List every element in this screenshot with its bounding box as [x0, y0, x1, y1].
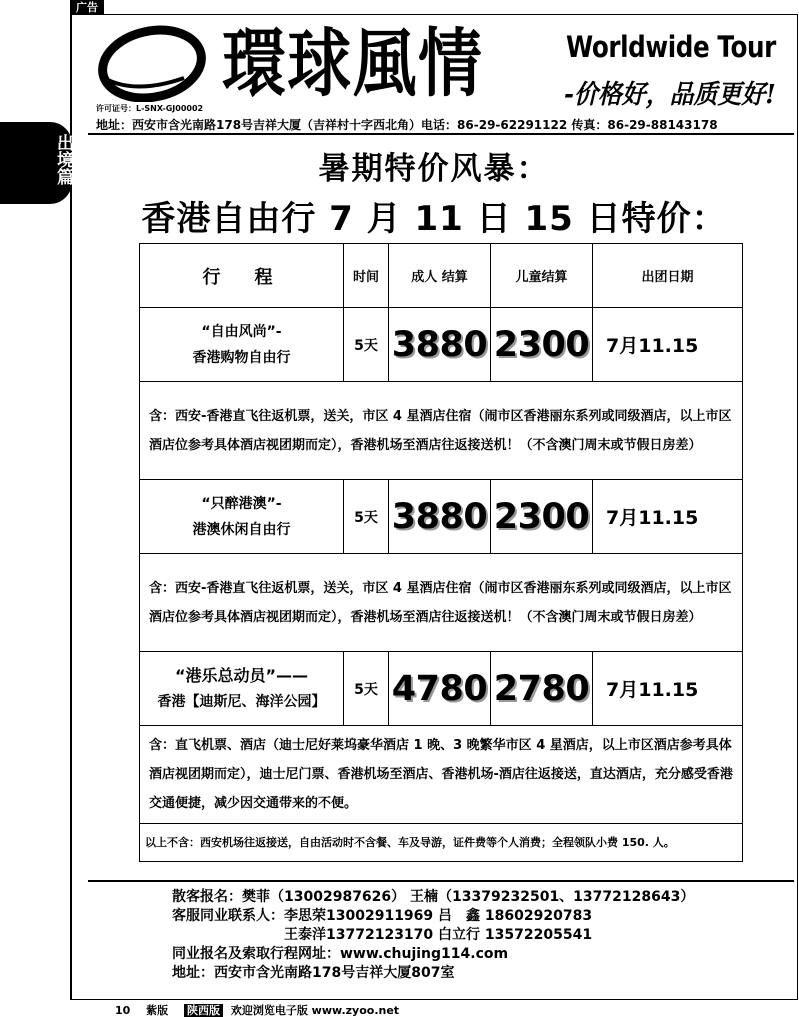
excludes-row: [140, 824, 743, 862]
divider: [88, 880, 794, 882]
paper-name-badge: 陕西版: [184, 1004, 223, 1017]
tour-includes: 含：直飞机票、酒店（迪士尼好莱坞豪华酒店 1 晚、3 晚繁华市区 4 星酒店，以上市区酒店参考具体酒店视团期而定），迪士尼门票、香港机场至酒店、香港机场-酒店往返接送，直达酒店，充分感受香港交通便捷，减少因交通带来的不便。: [140, 726, 743, 824]
tour-name: [140, 652, 344, 726]
ad-tag: 广告: [70, 0, 104, 15]
price-table: [139, 243, 743, 862]
page-footer: [115, 1002, 411, 1017]
header-route: 行 程: [140, 244, 344, 308]
page-number: 10: [115, 1004, 131, 1017]
tour-row: [140, 308, 743, 382]
tour-child-price: 2300: [491, 480, 593, 554]
tour-row: [140, 652, 743, 726]
tour-duration: 5天: [344, 652, 389, 726]
divider: [88, 133, 794, 135]
brand-name-cn: 環球風情: [222, 21, 484, 107]
footer-tagline[interactable]: 欢迎浏览电子版 www.zyoo.net: [230, 1004, 400, 1017]
tour-name-line1: “港乐总动员”——: [174, 665, 309, 685]
contact-address: 地址：西安市含光南路178号吉祥大厦807室: [172, 965, 455, 981]
tour-adult-price: 3880: [389, 480, 491, 554]
license-number: 许可证号：L-SNX-GJ00002: [96, 104, 204, 113]
tour-name-line1: “只醉港澳”-: [201, 495, 282, 512]
tour-departure: 7月11.15: [593, 308, 743, 382]
tour-name-line2: 香港购物自由行: [192, 349, 291, 366]
tour-includes-row: [140, 382, 743, 480]
brand-name-en: Worldwide Tour: [566, 30, 776, 64]
brand-slogan: -价格好，品质更好!: [564, 80, 776, 110]
headline-subtitle: 香港自由行 7 月 11 日 15 日特价：: [141, 199, 727, 239]
header-departure: 出团日期: [593, 244, 743, 308]
tour-includes-row: [140, 726, 743, 824]
tour-departure: 7月11.15: [593, 652, 743, 726]
tour-child-price: 2780: [491, 652, 593, 726]
contact-line: 王泰洋13772123170 白立行 13572205541: [172, 927, 593, 943]
contact-line: 散客报名：樊菲（13002987626） 王楠（13379232501、13772128643）: [172, 889, 695, 905]
tour-includes: 含：西安-香港直飞往返机票，送关，市区 4 星酒店住宿（闹市区香港丽东系列或同级酒店，以上市区酒店位参考具体酒店视团期而定），香港机场至酒店往返接送机！（不含澳门周末或节假日房差）: [140, 382, 743, 480]
tour-row: [140, 480, 743, 554]
contact-website[interactable]: 同业报名及索取行程网址：www.chujing114.com: [172, 946, 509, 962]
tour-child-price: 2300: [491, 308, 593, 382]
tour-includes: 含：西安-香港直飞往返机票，送关，市区 4 星酒店住宿（闹市区香港丽东系列或同级酒店，以上市区酒店位参考具体酒店视团期而定），香港机场至酒店往返接送机！（不含澳门周末或节假日房差）: [140, 554, 743, 652]
tour-name-line1: “自由风尚”-: [201, 323, 282, 340]
company-address: 地址：西安市含光南路178号吉祥大厦（吉祥村十字西北角）电话：86-29-62291122 传真：86-29-88143178: [96, 118, 718, 132]
headline-title: 暑期特价风暴：: [318, 151, 550, 187]
tour-adult-price: 4780: [389, 652, 491, 726]
header-duration: 时间: [344, 244, 389, 308]
globe-logo-icon: [98, 22, 210, 102]
header-adult-price: 成人 结算: [389, 244, 491, 308]
tour-name: [140, 308, 344, 382]
tour-name-line2: 港澳休闲自由行: [192, 521, 291, 538]
tour-departure: 7月11.15: [593, 480, 743, 554]
tour-name: [140, 480, 344, 554]
tour-name-line2: 香港【迪斯尼、海洋公园】: [157, 693, 326, 710]
edition-label: 紫版: [146, 1004, 169, 1017]
tour-duration: 5天: [344, 480, 389, 554]
tour-excludes: 以上不含：西安机场往返接送，自由活动时不含餐、车及导游，证件费等个人消费；全程领队小费 150. 人。: [140, 824, 743, 862]
tour-adult-price: 3880: [389, 308, 491, 382]
contact-line: 客服同业联系人：李思荣13002911969 吕 鑫 18602920783: [172, 908, 593, 924]
contact-block: [172, 888, 694, 983]
tour-duration: 5天: [344, 308, 389, 382]
table-header-row: [140, 244, 743, 308]
header-child-price: 儿童结算: [491, 244, 593, 308]
section-side-tab: 出境篇: [0, 122, 72, 204]
tour-includes-row: [140, 554, 743, 652]
